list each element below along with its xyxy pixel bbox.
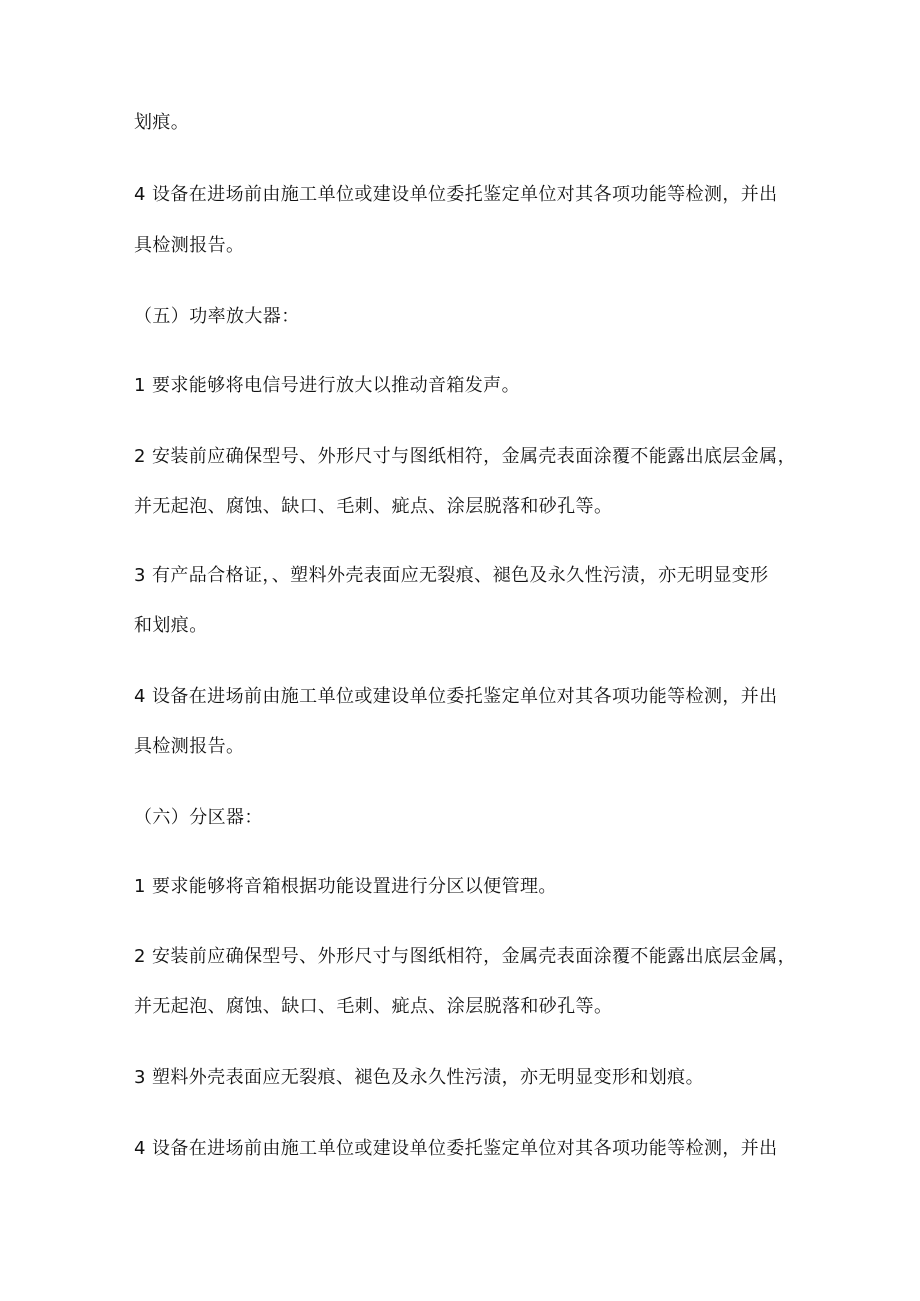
text-line: 3 塑料外壳表面应无裂痕、褪色及永久性污渍，亦无明显变形和划痕。 [134, 1067, 704, 1088]
text-line: 4 设备在进场前由施工单位或建设单位委托鉴定单位对其各项功能等检测，并出 [134, 184, 778, 205]
text-line: 4 设备在进场前由施工单位或建设单位委托鉴定单位对其各项功能等检测，并出 [134, 1138, 778, 1159]
section-heading: （六）分区器： [134, 807, 263, 828]
text-line: 并无起泡、腐蚀、缺口、毛刺、疵点、涂层脱落和砂孔等。 [134, 996, 613, 1017]
text-line: 1 要求能够将音箱根据功能设置进行分区以便管理。 [134, 876, 557, 897]
text-line: 具检测报告。 [134, 235, 245, 256]
text-line: 具检测报告。 [134, 736, 245, 757]
text-line: 3 有产品合格证，、塑料外壳表面应无裂痕、褪色及永久性污渍，亦无明显变形 [134, 565, 769, 586]
text-line: 2 安装前应确保型号、外形尺寸与图纸相符，金属壳表面涂覆不能露出底层金属， [134, 446, 796, 467]
text-line: 划痕。 [134, 112, 190, 133]
text-line: 2 安装前应确保型号、外形尺寸与图纸相符，金属壳表面涂覆不能露出底层金属， [134, 946, 796, 967]
text-line: 1 要求能够将电信号进行放大以推动音箱发声。 [134, 375, 520, 396]
section-heading: （五）功率放大器： [134, 306, 300, 327]
text-line: 4 设备在进场前由施工单位或建设单位委托鉴定单位对其各项功能等检测，并出 [134, 686, 778, 707]
text-line: 并无起泡、腐蚀、缺口、毛刺、疵点、涂层脱落和砂孔等。 [134, 496, 613, 517]
text-line: 和划痕。 [134, 615, 208, 636]
